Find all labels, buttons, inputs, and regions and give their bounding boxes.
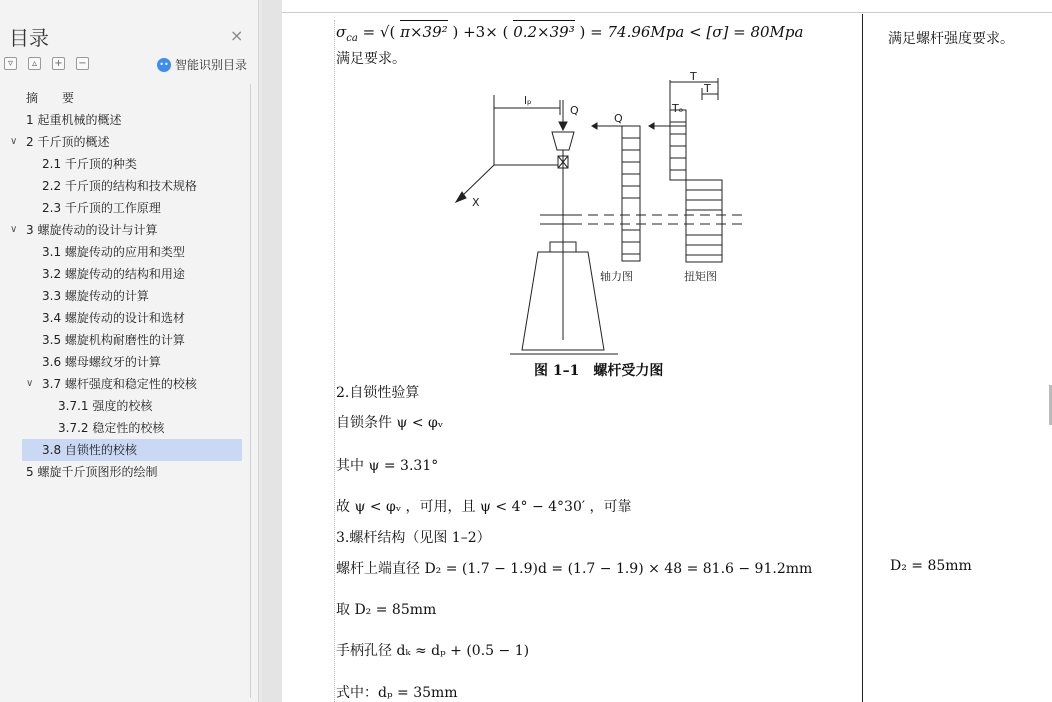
body-line: 3.螺杆结构（见图 1–2） bbox=[336, 530, 491, 546]
body-line: 故 ψ < φᵥ ，可用，且 ψ < 4° − 4°30′ ，可靠 bbox=[336, 499, 632, 515]
body-line: 其中 ψ = 3.31° bbox=[336, 458, 439, 474]
body-line: 自锁条件 ψ < φᵥ bbox=[336, 415, 444, 431]
toc-item-label: 3.6 螺母螺纹牙的计算 bbox=[42, 355, 161, 369]
toc-item[interactable] bbox=[0, 131, 258, 153]
toc-item[interactable] bbox=[0, 417, 258, 439]
label-torque-diagram: 扭矩图 bbox=[684, 270, 717, 283]
toc-item-label: 3.1 螺旋传动的应用和类型 bbox=[42, 245, 185, 259]
label-q1: Q bbox=[570, 104, 579, 117]
toc-item-label: 3.3 螺旋传动的计算 bbox=[42, 289, 149, 303]
toc-title: 目录 bbox=[9, 26, 49, 50]
toc-item[interactable] bbox=[0, 373, 258, 395]
toc-item[interactable] bbox=[0, 197, 258, 219]
chevron-down-icon[interactable]: ∨ bbox=[10, 136, 18, 147]
toc-item[interactable] bbox=[0, 307, 258, 329]
toc-item-label: 3.4 螺旋传动的设计和选材 bbox=[42, 311, 185, 325]
chevron-down-icon[interactable]: ∨ bbox=[26, 378, 34, 389]
label-axial-diagram: 轴力图 bbox=[600, 270, 633, 283]
formula-result: = 74.96Mpa < [σ] = 80Mpa bbox=[590, 23, 804, 41]
toc-sidebar bbox=[0, 0, 259, 702]
toc-item[interactable] bbox=[0, 461, 258, 483]
toc-item[interactable] bbox=[0, 395, 258, 417]
toc-item[interactable] bbox=[0, 219, 258, 241]
smart-toc-button[interactable] bbox=[157, 56, 247, 73]
screw-force-diagram bbox=[442, 70, 742, 362]
right-value-d2: D₂ = 85mm bbox=[890, 558, 972, 574]
remove-heading-icon[interactable]: − bbox=[76, 57, 89, 70]
toc-item[interactable] bbox=[0, 263, 258, 285]
toc-item-label: 3.8 自锁性的校核 bbox=[42, 443, 137, 457]
document-page bbox=[282, 0, 1052, 702]
right-note-strength: 满足螺杆强度要求。 bbox=[888, 31, 1014, 47]
margin-guide bbox=[334, 20, 335, 702]
toc-item-label: 3.7.1 强度的校核 bbox=[58, 399, 153, 413]
smart-toc-icon: •• bbox=[157, 58, 171, 72]
toc-list bbox=[0, 87, 258, 483]
figure-caption: 图 1–1 螺杆受力图 bbox=[534, 363, 664, 379]
label-tk: Tₒ bbox=[672, 102, 684, 115]
toc-item[interactable] bbox=[0, 153, 258, 175]
formula-den1: π×39² bbox=[400, 20, 448, 41]
formula-stress: $\sigma_{ca}$ = √( π×39² ) +3× ( 0.2×39³ ) = 74.96Mpa < [σ] = 80Mpa bbox=[336, 6, 803, 44]
label-q2: Q bbox=[614, 112, 623, 125]
body-line: 手柄孔径 dₖ ≈ dₚ + (0.5 − 1) bbox=[336, 643, 530, 659]
body-line: 2.自锁性验算 bbox=[336, 385, 420, 401]
toc-item-label: 1 起重机械的概述 bbox=[26, 113, 122, 127]
toc-item[interactable] bbox=[0, 175, 258, 197]
body-line: 取 D₂ = 85mm bbox=[336, 602, 437, 618]
toc-item[interactable] bbox=[0, 329, 258, 351]
toc-item[interactable] bbox=[22, 439, 242, 461]
add-heading-icon[interactable]: + bbox=[52, 57, 65, 70]
toc-item[interactable] bbox=[0, 285, 258, 307]
label-lp: lₚ bbox=[524, 94, 532, 107]
toc-item[interactable] bbox=[0, 241, 258, 263]
formula-sub-ca: ca bbox=[346, 33, 358, 44]
toc-item-label: 2.3 千斤顶的工作原理 bbox=[42, 201, 161, 215]
toc-item-label: 2.1 千斤顶的种类 bbox=[42, 157, 137, 171]
body-line: 式中：dₚ = 35mm bbox=[336, 685, 458, 701]
body-line: 螺杆上端直径 D₂ = (1.7 − 1.9)d = (1.7 − 1.9) × 48 = 81.6 − 91.2mm bbox=[336, 561, 813, 577]
smart-toc-label: 智能识别目录 bbox=[175, 58, 248, 72]
label-x: X bbox=[472, 196, 480, 209]
toc-item-label: 3.2 螺旋传动的结构和用途 bbox=[42, 267, 185, 281]
formula-den2: 0.2×39³ bbox=[513, 20, 575, 41]
document-area[interactable] bbox=[262, 0, 1052, 702]
toc-item-label: 3 螺旋传动的设计与计算 bbox=[26, 223, 158, 237]
satisfy-text: 满足要求。 bbox=[336, 51, 406, 67]
toc-item-label: 3.7.2 稳定性的校核 bbox=[58, 421, 165, 435]
expand-all-icon[interactable]: ▵ bbox=[28, 57, 41, 70]
collapse-all-icon[interactable]: ▿ bbox=[4, 57, 17, 70]
table-column-divider bbox=[862, 14, 863, 702]
toc-item-label: 5 螺旋千斤顶图形的绘制 bbox=[26, 465, 158, 479]
chevron-down-icon[interactable]: ∨ bbox=[10, 224, 18, 235]
label-t: T bbox=[690, 70, 697, 83]
label-t1: T bbox=[704, 82, 711, 95]
formula-plus3: +3× bbox=[463, 23, 498, 41]
formula-sigma: σ bbox=[336, 23, 347, 41]
toc-item[interactable] bbox=[0, 109, 258, 131]
close-icon[interactable]: × bbox=[230, 26, 244, 45]
toc-item[interactable] bbox=[0, 87, 258, 109]
toc-item-label: 2 千斤顶的概述 bbox=[26, 135, 110, 149]
toc-item-label: 2.2 千斤顶的结构和技术规格 bbox=[42, 179, 197, 193]
toc-item-label: 摘 要 bbox=[26, 91, 75, 105]
toc-item-label: 3.7 螺杆强度和稳定性的校核 bbox=[42, 377, 197, 391]
sidebar-divider bbox=[250, 84, 251, 698]
toc-item[interactable] bbox=[0, 351, 258, 373]
toc-item-label: 3.5 螺旋机构耐磨性的计算 bbox=[42, 333, 185, 347]
